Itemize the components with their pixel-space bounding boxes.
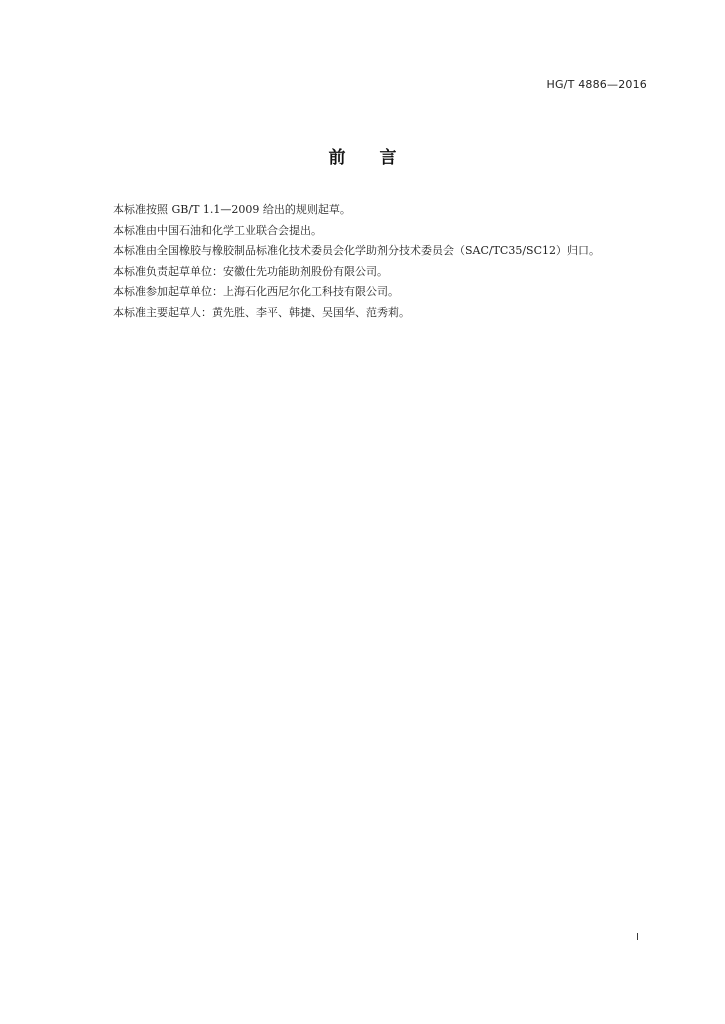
standard-code: HG/T 4886—2016 bbox=[546, 78, 647, 91]
paragraph-drafting-rules: 本标准按照 GB/T 1.1—2009 给出的规则起草。 bbox=[113, 203, 351, 216]
paragraph-proposer: 本标准由中国石油和化学工业联合会提出。 bbox=[113, 223, 322, 237]
paragraph-main-drafters: 本标准主要起草人：黄先胜、李平、韩捷、吴国华、范秀莉。 bbox=[113, 305, 410, 319]
paragraph-lead-drafter: 本标准负责起草单位：安徽仕先功能助剂股份有限公司。 bbox=[113, 264, 388, 278]
paragraph-administration: 本标准由全国橡胶与橡胶制品标准化技术委员会化学助剂分技术委员会（SAC/TC35/SC12）归口。 bbox=[113, 244, 601, 257]
paragraph-participating-drafter: 本标准参加起草单位：上海石化西尼尔化工科技有限公司。 bbox=[113, 285, 399, 298]
preface-body bbox=[113, 200, 673, 323]
page-number: I bbox=[636, 932, 639, 943]
page-title: 前言 bbox=[328, 148, 431, 168]
